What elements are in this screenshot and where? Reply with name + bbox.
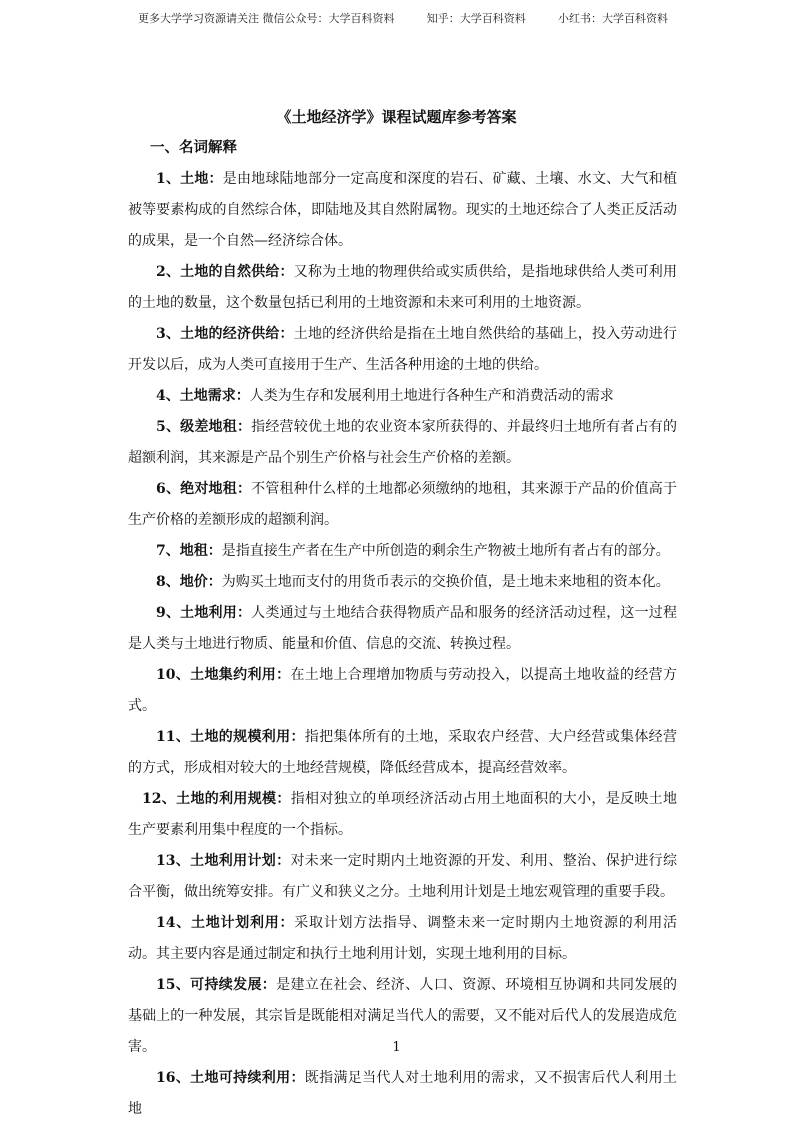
header-wechat: 更多大学学习资源请关注 微信公众号：大学百科资料 — [138, 12, 395, 25]
definition-entry — [128, 381, 677, 412]
definition-entry — [128, 846, 677, 908]
definition-entry — [128, 536, 677, 567]
definition-term: 4、土地需求： — [156, 388, 250, 404]
definition-entry — [128, 412, 677, 474]
definition-term: 6、绝对地租： — [156, 481, 252, 497]
definition-entry — [128, 722, 677, 784]
definition-text: 人类通过与土地结合获得物质产品和服务的经济活动过程，这一过程是人类与土地进行物质、能量和价值、信息的交流、转换过程。 — [128, 605, 677, 652]
definition-term: 12、土地的利用规模： — [142, 791, 291, 807]
definition-text: 人类为生存和发展利用土地进行各种生产和消费活动的需求 — [249, 388, 614, 404]
definition-term: 9、土地利用： — [156, 605, 252, 621]
definition-entry — [128, 257, 677, 319]
definition-term: 8、地价： — [156, 574, 222, 590]
page-header — [138, 10, 668, 26]
definition-text: 又称为土地的物理供给或实质供给，是指地球供给人类可利用的土地的数量，这个数量包括已利用的土地资源和未来可利用的土地资源。 — [128, 264, 678, 311]
definition-text: 不管租种什么样的土地都必须缴纳的地租，其来源于产品的价值高于生产价格的差额形成的超额利润。 — [128, 481, 677, 528]
definition-entry — [128, 567, 677, 598]
definition-text: 土地的经济供给是指在土地自然供给的基础上，投入劳动进行开发以后，成为人类可直接用于生产、生活各种用途的土地的供给。 — [128, 326, 678, 373]
definition-text: 在土地上合理增加物质与劳动投入，以提高土地收益的经营方式。 — [128, 667, 678, 714]
definition-entry — [128, 660, 677, 722]
page-number: 1 — [392, 1040, 401, 1055]
definition-term: 3、土地的经济供给： — [156, 326, 294, 342]
definition-entry — [128, 474, 677, 536]
definition-term: 5、级差地租： — [156, 419, 252, 435]
definition-entry — [128, 319, 677, 381]
definition-text: 指把集体所有的土地，采取农户经营、大户经营或集体经营的方式，形成相对较大的土地经营规模，降低经营成本，提高经营效率。 — [128, 729, 678, 776]
definition-term: 11、土地的规模利用： — [156, 729, 305, 745]
definition-term: 10、土地集约利用： — [156, 667, 291, 683]
definition-text: 为购买土地而支付的用货币表示的交换价值，是土地未来地租的资本化。 — [221, 574, 670, 590]
definition-entry — [128, 908, 677, 970]
definition-text: 是由地球陆地部分一定高度和深度的岩石、矿藏、土壤、水文、大气和植被等要素构成的自然综合体，即陆地及其自然附属物。现实的土地还综合了人类正反活动的成果，是一个自然—经济综合体。 — [128, 171, 677, 249]
definition-text: 对未来一定时期内土地资源的开发、利用、整治、保护进行综合平衡，做出统筹安排。有广义和狭义之分。土地利用计划是土地宏观管理的重要手段。 — [128, 853, 678, 900]
section-heading: 一、名词解释 — [150, 139, 237, 156]
definitions-list — [128, 164, 677, 1125]
definition-entry — [128, 598, 677, 660]
definition-term: 2、土地的自然供给： — [156, 264, 294, 280]
definition-entry — [128, 784, 677, 846]
definition-text: 采取计划方法指导、调整未来一定时期内土地资源的利用活动。其主要内容是通过制定和执行土地利用计划，实现土地利用的目标。 — [128, 915, 678, 962]
definition-entry — [128, 1063, 677, 1125]
definition-term: 14、土地计划利用： — [156, 915, 295, 931]
document-title: 《土地经济学》课程试题库参考答案 — [276, 108, 517, 126]
definition-term: 16、土地可持续利用： — [156, 1070, 305, 1086]
definition-text: 指相对独立的单项经济活动占用土地面积的大小，是反映土地生产要素利用集中程度的一个指标。 — [128, 791, 678, 838]
definition-text: 是建立在社会、经济、人口、资源、环境相互协调和共同发展的基础上的一种发展，其宗旨是既能相对满足当代人的需要，又不能对后代人的发展造成危害。 — [128, 977, 678, 1055]
header-zhihu: 知乎：大学百科资料 — [426, 12, 526, 25]
definition-text: 指经营较优土地的农业资本家所获得的、并最终归土地所有者占有的超额利润，其来源是产品个别生产价格与社会生产价格的差额。 — [128, 419, 677, 466]
definition-entry — [128, 164, 677, 257]
definition-term: 15、可持续发展： — [156, 977, 277, 993]
definition-text: 既指满足当代人对土地利用的需求，又不损害后代人利用土地 — [128, 1070, 678, 1117]
definition-term: 1、土地： — [156, 171, 223, 187]
header-xiaohongshu: 小红书：大学百科资料 — [558, 12, 668, 25]
definition-term: 13、土地利用计划： — [156, 853, 291, 869]
definition-text: 是指直接生产者在生产中所创造的剩余生产物被土地所有者占有的部分。 — [221, 543, 670, 559]
definition-term: 7、地租： — [156, 543, 222, 559]
